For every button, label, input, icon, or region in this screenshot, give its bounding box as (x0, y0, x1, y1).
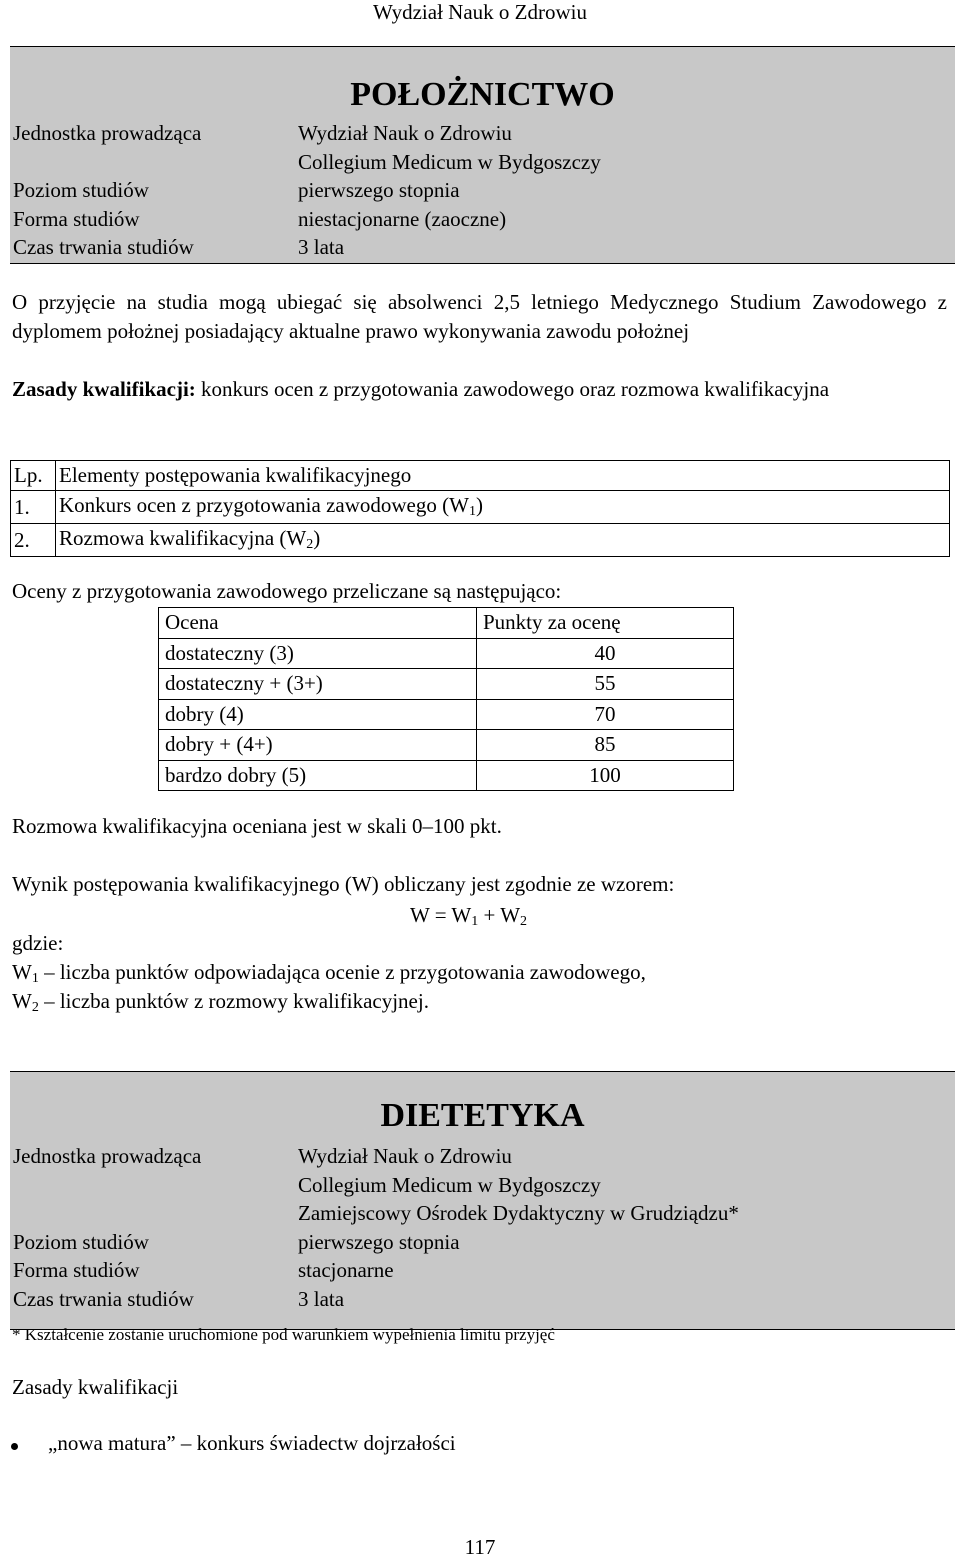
table-row (159, 669, 734, 700)
qualification-heading: Zasady kwalifikacji (12, 1375, 179, 1399)
section-title: POŁOŻNICTWO (350, 76, 615, 113)
table-row (159, 730, 734, 761)
cell-text: Rozmowa kwalifikacyjna (W (59, 526, 307, 550)
table-row (159, 699, 734, 730)
info-value: niestacjonarne (zaoczne) (298, 206, 507, 231)
table-cell (56, 491, 950, 524)
table-cell: dostateczny + (3+) (159, 669, 477, 700)
table-row (11, 491, 950, 524)
subscript: 1 (471, 914, 479, 929)
formula-text: + W (478, 903, 521, 927)
info-row (13, 1256, 739, 1285)
admission-paragraph: O przyjęcie na studia mogą ubiegać się absolwenci 2,5 letniego Medycznego Studium Zawodowego z dyplomem położnej posiadający aktualne prawo wykonywania zawodu położnej (12, 290, 947, 343)
info-value: Zamiejscowy Ośrodek Dydaktyczny w Grudziądzu* (298, 1201, 739, 1225)
table-cell: dobry + (4+) (159, 730, 477, 761)
info-grid (13, 119, 601, 262)
definition-line (12, 958, 947, 990)
definition-line (12, 987, 947, 1019)
table-cell: Punkty za ocenę (477, 608, 734, 639)
info-value: Collegium Medicum w Bydgoszczy (298, 1172, 601, 1197)
info-row (13, 1199, 739, 1228)
cell-text: Konkurs ocen z przygotowania zawodowego (W (59, 493, 469, 517)
info-label: Forma studiów (13, 206, 140, 231)
table-cell: 70 (477, 699, 734, 730)
info-label (13, 148, 298, 177)
section-dietetyka-box (10, 1071, 955, 1330)
subscript: 1 (468, 504, 476, 519)
table-cell: dobry (4) (159, 699, 477, 730)
info-row (13, 1142, 739, 1171)
info-value: pierwszego stopnia (298, 1229, 460, 1254)
info-label (13, 1199, 298, 1228)
table-cell: Elementy postępowania kwalifikacyjnego (56, 461, 950, 491)
info-row (13, 1228, 739, 1257)
info-value: 3 lata (298, 235, 345, 259)
page-number: 117 (464, 1535, 496, 1559)
info-label: Czas trwania studiów (13, 1286, 194, 1311)
info-value: pierwszego stopnia (298, 178, 460, 202)
info-grid (13, 1142, 739, 1313)
info-value: Wydział Nauk o Zdrowiu (298, 1144, 512, 1168)
table-header-row (159, 608, 734, 639)
table-cell: 100 (477, 760, 734, 791)
info-row (13, 148, 601, 177)
table-cell: 85 (477, 730, 734, 761)
elements-table (10, 460, 950, 557)
grades-intro: Oceny z przygotowania zawodowego przeliczane są następująco: (12, 579, 562, 603)
info-label: Jednostka prowadząca (13, 1144, 202, 1168)
info-row (13, 176, 601, 205)
table-cell: bardzo dobry (5) (159, 760, 477, 791)
info-label: Poziom studiów (13, 1229, 149, 1254)
bullet-icon (11, 1443, 18, 1450)
info-label: Czas trwania studiów (13, 235, 194, 259)
symbol: W (12, 989, 32, 1013)
info-value: Collegium Medicum w Bydgoszczy (298, 149, 601, 174)
bullet-item: „nowa matura” – konkurs świadectw dojrzałości (48, 1431, 456, 1455)
qualification-text: konkurs ocen z przygotowania zawodowego oraz rozmowa kwalifikacyjna (201, 377, 830, 401)
info-row (13, 205, 601, 234)
subscript: 2 (31, 1000, 39, 1015)
section-title: DIETETYKA (380, 1097, 585, 1134)
table-cell (56, 524, 950, 557)
result-text: Wynik postępowania kwalifikacyjnego (W) obliczany jest zgodnie ze wzorem: (12, 872, 675, 896)
table-row (159, 760, 734, 791)
table-header-row (11, 461, 950, 491)
qualification-paragraph (12, 375, 947, 404)
table-cell: 2. (11, 524, 56, 557)
info-row (13, 1285, 739, 1314)
info-label: Forma studiów (13, 1258, 140, 1282)
formula-text: W = W (410, 903, 472, 927)
table-cell: 1. (11, 491, 56, 524)
info-label: Jednostka prowadząca (13, 121, 202, 145)
table-row (11, 524, 950, 557)
info-row (13, 233, 601, 262)
subscript: 1 (31, 971, 39, 986)
table-row (159, 638, 734, 669)
table-cell: 40 (477, 638, 734, 669)
grades-table (158, 607, 734, 791)
info-value: 3 lata (298, 1286, 345, 1311)
table-cell: 55 (477, 669, 734, 700)
info-row (13, 119, 601, 148)
interview-scale: Rozmowa kwalifikacyjna oceniana jest w skali 0–100 pkt. (12, 814, 502, 838)
section-polożnictwo-box (10, 46, 955, 264)
subscript: 2 (520, 914, 528, 929)
table-cell: dostateczny (3) (159, 638, 477, 669)
where-label: gdzie: (12, 931, 64, 955)
info-value: Wydział Nauk o Zdrowiu (298, 121, 512, 145)
table-cell: Lp. (11, 461, 56, 491)
cell-text: ) (475, 493, 483, 517)
running-header: Wydział Nauk o Zdrowiu (373, 0, 587, 24)
info-row (13, 1171, 739, 1200)
info-label (13, 1171, 298, 1200)
cell-text: ) (313, 526, 321, 550)
info-value: stacjonarne (298, 1258, 394, 1282)
subscript: 2 (306, 537, 314, 552)
definition-text: – liczba punktów z rozmowy kwalifikacyjnej. (38, 989, 429, 1013)
symbol: W (12, 960, 32, 984)
qualification-label: Zasady kwalifikacji: (12, 377, 196, 401)
definition-text: – liczba punktów odpowiadająca ocenie z przygotowania zawodowego, (38, 960, 646, 984)
info-label: Poziom studiów (13, 178, 149, 202)
footnote: * Kształcenie zostanie uruchomione pod warunkiem wypełnienia limitu przyjęć (12, 1325, 555, 1344)
table-cell: Ocena (159, 608, 477, 639)
